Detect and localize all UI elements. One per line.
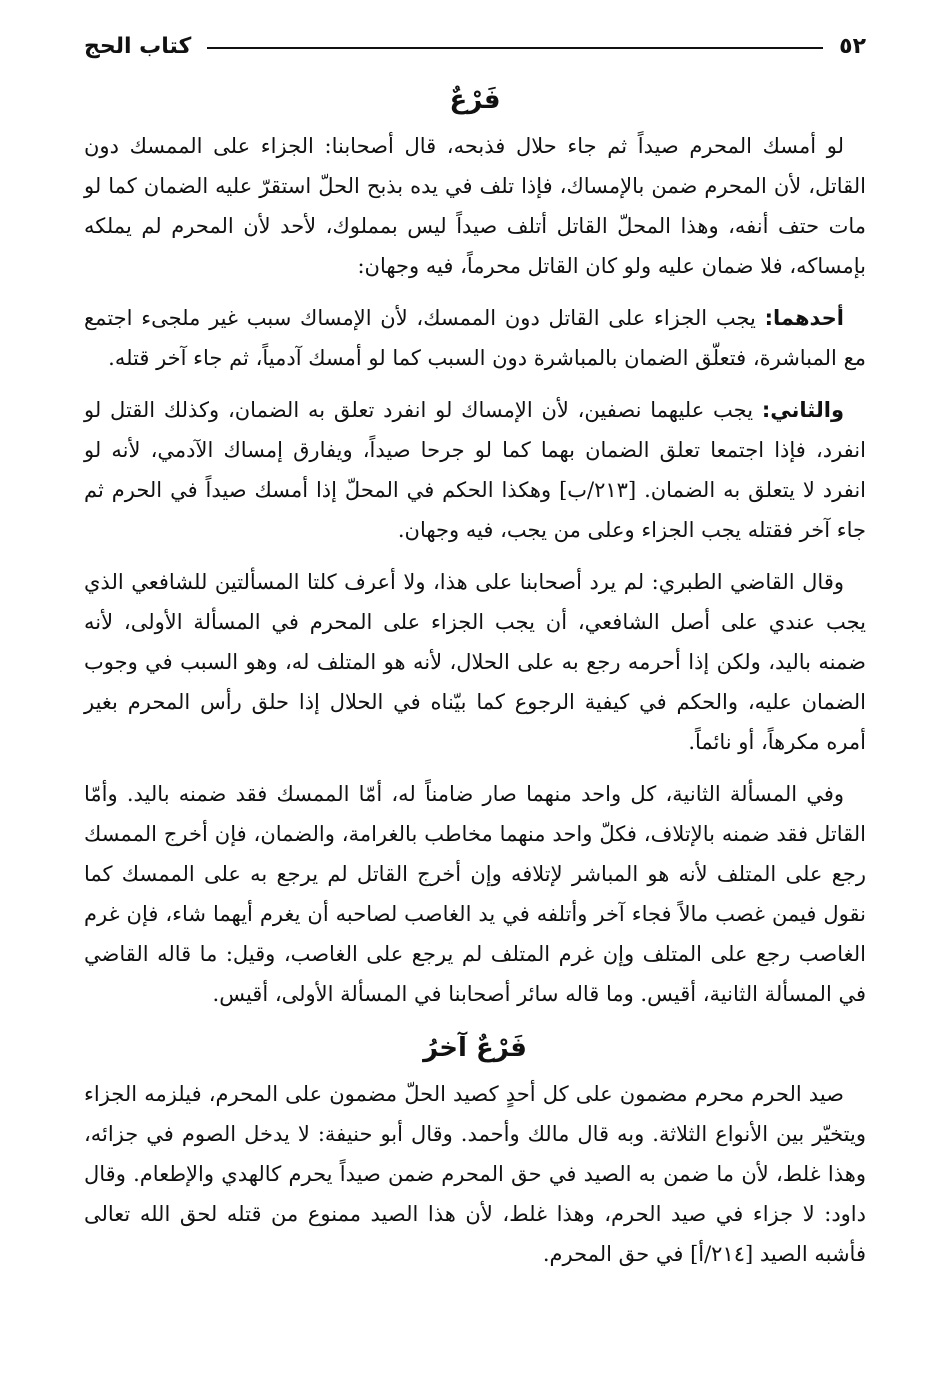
second-view-label: والثاني: bbox=[761, 398, 844, 422]
book-title: كتاب الحج bbox=[84, 33, 192, 59]
first-view-label: أحدهما: bbox=[764, 306, 844, 330]
page bbox=[84, 26, 866, 1284]
paragraph-haram-game: صيد الحرم محرم مضمون على كل أحدٍ كصيد الحلّ مضمون على المحرم، فيلزمه الجزاء ويتخيّر بين الأنواع الثلاثة. وبه قال مالك وأحمد. وقال أبو حنيفة: لا يدخل الصوم في جزائه، وهذا غلط، لأن ما ضمن به الصيد في حق المحرم ضمن صيداً يحرم كالهدي والإطعام. وقال داود: لا جزاء في صيد الحرم، وهذا غلط، لأن هذا الصيد ممنوع من قتله لحق الله تعالى فأشبه الصيد [٢١٤/أ] في حق المحرم. bbox=[84, 1082, 866, 1266]
paragraph-first-view bbox=[84, 298, 866, 378]
paragraph-second-issue: وفي المسألة الثانية، كل واحد منهما صار ضامناً له، أمّا الممسك فقد ضمنه باليد. وأمّا القاتل فقد ضمنه بالإتلاف، فكلّ واحد منهما مخاطب بالغرامة، والضمان، فإن أخرج الممسك رجع على المتلف لأنه هو المباشر لإتلافه وإن أخرج القاتل لم يرجع به على الممسك كما نقول فيمن غصب مالاً فجاء آخر وأتلفه في يد الغاصب لصاحبه أن يغرم أيهما شاء، فإن غرم الغاصب رجع على المتلف وإن غرم المتلف لم يرجع على الغاصب، وقيل: ما قاله القاضي في المسألة الثانية، أقيس. وما قاله سائر أصحابنا في المسألة الأولى، أقيس. bbox=[84, 782, 866, 1006]
paragraph-second-view bbox=[84, 390, 866, 550]
section-heading-far-akhar: فَرْعٌ آخرُ bbox=[423, 1033, 527, 1063]
paragraph-1: لو أمسك المحرم صيداً ثم جاء حلال فذبحه، قال أصحابنا: الجزاء على الممسك دون القاتل، لأن المحرم ضمن بالإمساك، فإذا تلف في يده بذبح الحلّ استقرّ عليه الضمان كما لو مات حتف أنفه، وهذا المحلّ القاتل أتلف صيداً ليس بمملوك، لأحد لأن المحرم لم يملكه بإمساكه، فلا ضمان عليه ولو كان القاتل محرماً، فيه وجهان: bbox=[84, 134, 866, 278]
paragraph-qadi-tabari: وقال القاضي الطبري: لم يرد أصحابنا على هذا، ولا أعرف كلتا المسألتين للشافعي الذي يجب عندي على أصل الشافعي، أن يجب الجزاء على المحرم في المسألة الأولى، لأنه ضمنه باليد، ولكن إذا أحرمه رجع به على الحلال، لأنه هو المتلف له، وهو السبب في وجوب الضمان عليه، والحكم في كيفية الرجوع كما بيّناه في الحلال إذا حلق رأس المحرم بغير أمره مكرهاً، أو نائماً. bbox=[84, 570, 866, 754]
header-rule bbox=[207, 47, 823, 49]
page-number: ٥٢ bbox=[839, 33, 866, 59]
first-view-text: يجب الجزاء على القاتل دون الممسك، لأن الإمساك سبب غير ملجىء اجتمع مع المباشرة، فتعلّق الضمان بالمباشرة دون السبب كما لو أمسك آدمياً، ثم جاء آخر قتله. bbox=[84, 306, 866, 370]
second-view-text: يجب عليهما نصفين، لأن الإمساك لو انفرد تعلق به الضمان، وكذلك القتل لو انفرد، فإذا اجتمعا تعلق الضمان بهما كما لو جرحا صيداً، ويفارق إمساك الآدمي، لأنه لو انفرد لا يتعلق به الضمان. [٢١٣/ب] وهكذا الحكم في المحلّ إذا أمسك صيداً في الحرم ثم جاء آخر فقتله يجب الجزاء وعلى من يجب، فيه وجهان. bbox=[84, 398, 867, 542]
running-header bbox=[84, 26, 866, 66]
section-heading-far: فَرْعٌ bbox=[449, 85, 501, 115]
